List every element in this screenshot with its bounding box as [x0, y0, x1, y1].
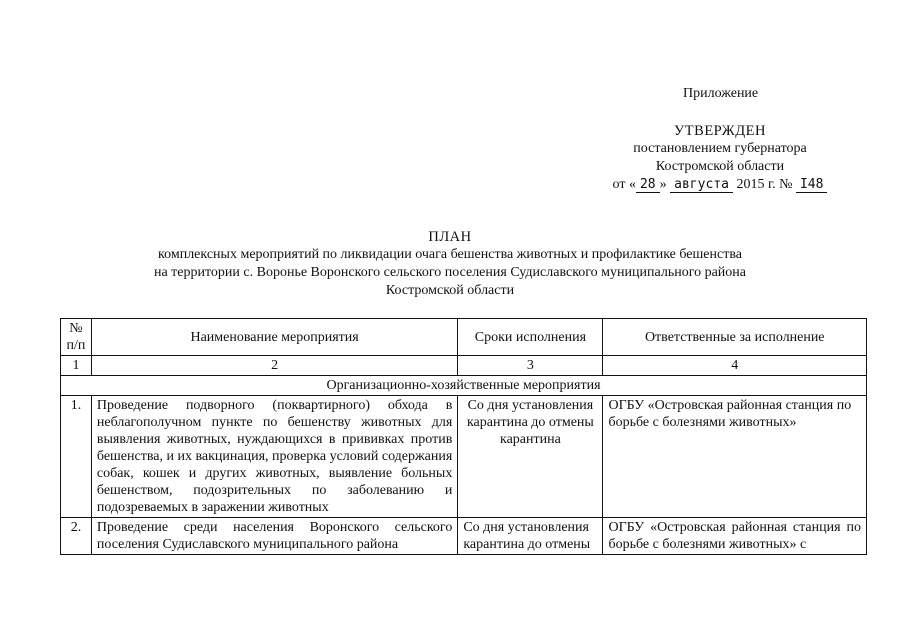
approval-line-2: Костромской области	[655, 159, 785, 174]
row-name: Проведение среди населения Воронского сельского поселения Судиславского муниципального района	[91, 518, 457, 555]
row-term: Со дня установления карантина до отмены	[458, 518, 603, 555]
decree-day: 28	[636, 177, 660, 193]
plan-heading	[100, 228, 800, 300]
date-mid: »	[659, 177, 667, 192]
row-responsible: ОГБУ «Островская районная станция по борьбе с болезнями животных»	[603, 396, 867, 518]
column-number-row	[61, 356, 867, 376]
header-term: Сроки исполнения	[458, 319, 603, 356]
row-term: Со дня установления карантина до отмены карантина	[458, 396, 603, 518]
decree-year: 2015 г. №	[736, 177, 793, 192]
approval-block	[560, 122, 880, 194]
row-number: 1.	[61, 396, 92, 518]
table-header-row	[61, 319, 867, 356]
decree-date-line	[560, 176, 880, 194]
header-name: Наименование мероприятия	[91, 319, 457, 356]
row-responsible: ОГБУ «Островская районная станция по борьбе с болезнями животных» с	[603, 518, 867, 555]
plan-table	[60, 318, 867, 555]
plan-subtitle-1: комплексных мероприятий по ликвидации очага бешенства животных и профилактике бешенства	[158, 247, 742, 262]
approval-title: УТВЕРЖДЕН	[674, 123, 766, 139]
column-number: 3	[458, 356, 603, 376]
date-prefix: от «	[612, 177, 636, 192]
column-number: 4	[603, 356, 867, 376]
row-name: Проведение подворного (поквартирного) обхода в неблагополучном пункте по бешенству животных для выявления животных, нуждающихся в прививках против бешенства, и их вакцинация, проверка условий содержания собак, кошек и других животных, выявление больных бешенством, подозрительных по заболеванию и подозреваемых в заражении животных	[91, 396, 457, 518]
section-row	[61, 376, 867, 396]
header-number: № п/п	[61, 319, 92, 356]
column-number: 2	[91, 356, 457, 376]
plan-subtitle-2: на территории с. Воронье Воронского сельского поселения Судиславского муниципального района	[153, 265, 747, 280]
page-bottom-margin	[0, 566, 905, 640]
table-row	[61, 396, 867, 518]
appendix-label: Приложение	[683, 86, 759, 101]
plan-subtitle-3: Костромской области	[385, 283, 515, 298]
plan-title: ПЛАН	[428, 229, 472, 245]
header-responsible: Ответственные за исполнение	[603, 319, 867, 356]
column-number: 1	[61, 356, 92, 376]
table-row	[61, 518, 867, 555]
row-number: 2.	[61, 518, 92, 555]
decree-number: I48	[796, 177, 827, 193]
approval-line-1: постановлением губернатора	[633, 141, 807, 156]
decree-month: августа	[670, 177, 733, 193]
section-title: Организационно-хозяйственные мероприятия	[61, 376, 867, 396]
